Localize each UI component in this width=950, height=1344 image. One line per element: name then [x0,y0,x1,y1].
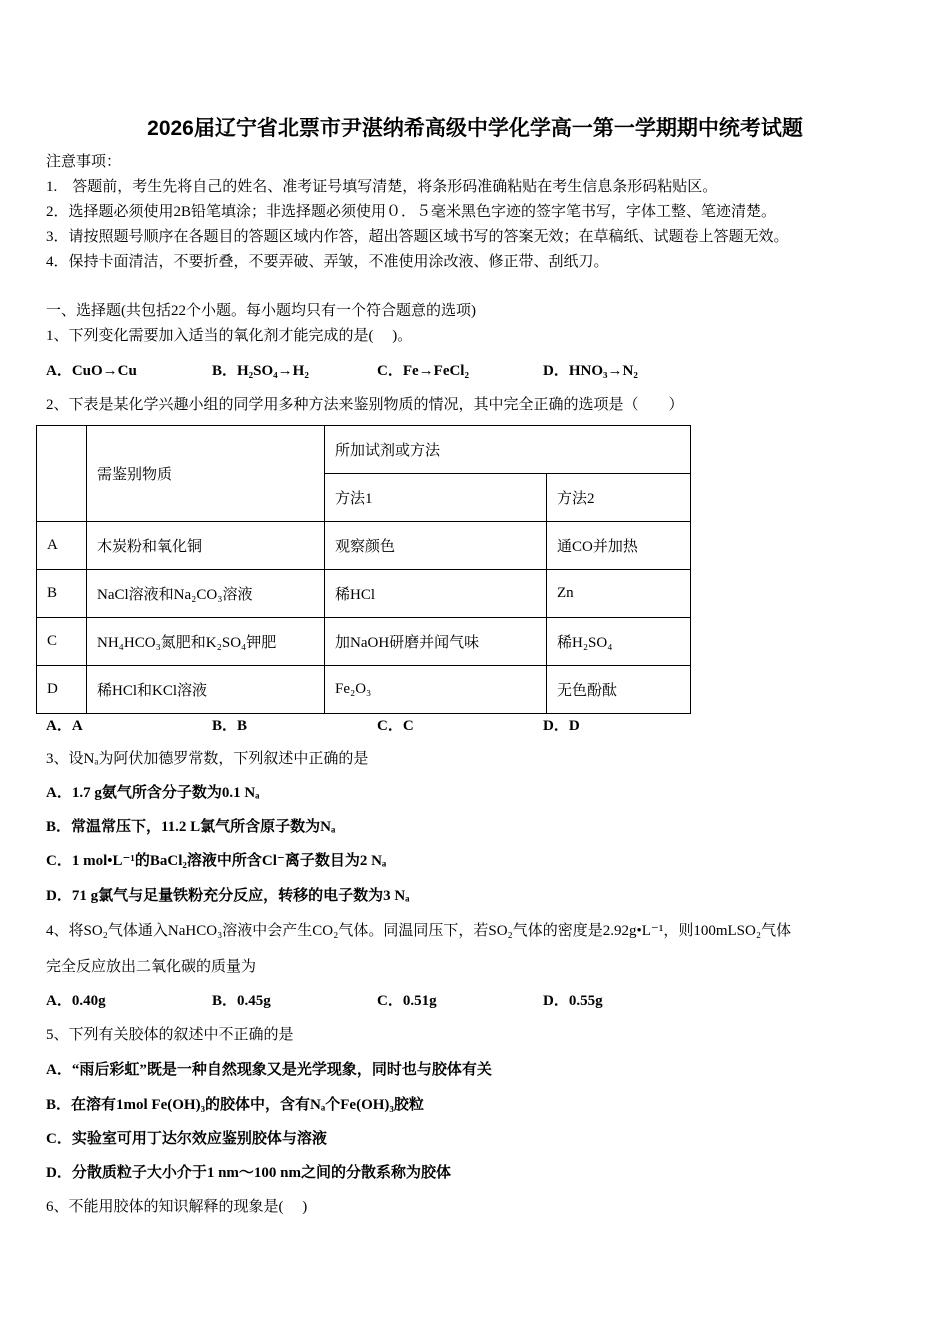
q4-option-b: B．0.45g [212,993,271,1009]
notice-item: 3．请按照题号顺序在各题目的答题区域内作答，超出答题区域书写的答案无效；在草稿纸、试题卷上答题无效。 [46,229,789,245]
q3-option-c: C．1 mol•L⁻¹的BaCl₂溶液中所含Cl⁻离子数目为2 Nₐ [46,853,387,869]
question-4: 4、将SO₂气体通入NaHCO₃溶液中会产生CO₂气体。同温同压下，若SO₂气体的密度是2.92g•L⁻¹，则100mLSO₂气体 [46,923,792,939]
table-cell: 稀H₂SO₄ [547,618,691,666]
table-cell: B [37,570,87,618]
notice-item: 2．选择题必须使用2B铅笔填涂；非选择题必须使用０．５毫米黑色字迹的签字笔书写，字体工整、笔迹清楚。 [46,204,777,220]
q1-option-d: D．HNO₃→N₂ [543,363,638,379]
notice-item: 4．保持卡面清洁，不要折叠，不要弄破、弄皱，不准使用涂改液、修正带、刮纸刀。 [46,254,609,270]
table-cell: 稀HCl和KCl溶液 [87,666,325,714]
table-row [37,666,691,714]
identification-table [36,425,691,714]
q1-option-a: A．CuO→Cu [46,363,137,379]
question-2: 2、下表是某化学兴趣小组的同学用多种方法来鉴别物质的情况，其中完全正确的选项是（ ） [46,397,684,413]
table-cell: NH₄HCO₃氮肥和K₂SO₄钾肥 [87,618,325,666]
q2-option-b: B．B [212,718,248,734]
table-cell: NaCl溶液和Na₂CO₃溶液 [87,570,325,618]
q5-option-d: D．分散质粒子大小介于1 nm～100 nm之间的分散系称为胶体 [46,1165,452,1181]
notice-heading: 注意事项： [46,154,122,170]
q2-option-a: A．A [46,718,83,734]
table-cell: 无色酚酞 [547,666,691,714]
table-cell: Fe₂O₃ [325,666,547,714]
q4-option-a: A．0.40g [46,993,106,1009]
table-header-method1: 方法1 [325,474,547,522]
q2-option-c: C．C [377,718,414,734]
table-header-substance: 需鉴别物质 [87,426,325,522]
q4-option-d: D．0.55g [543,993,603,1009]
table-row [37,618,691,666]
table-header-method2: 方法2 [547,474,691,522]
table-cell: D [37,666,87,714]
question-1: 1、下列变化需要加入适当的氧化剂才能完成的是( )。 [46,328,413,344]
table-cell: 通CO并加热 [547,522,691,570]
table-row [37,570,691,618]
table-cell: 木炭粉和氧化铜 [87,522,325,570]
q2-option-d: D．D [543,718,580,734]
q5-option-c: C．实验室可用丁达尔效应鉴别胶体与溶液 [46,1131,327,1147]
table-cell: Zn [547,570,691,618]
page-title: 2026届辽宁省北票市尹湛纳希高级中学化学高一第一学期期中统考试题 [147,117,803,140]
q3-option-b: B．常温常压下，11.2 L氯气所含原子数为Nₐ [46,819,336,835]
table-cell: C [37,618,87,666]
table-row [37,522,691,570]
question-5: 5、下列有关胶体的叙述中不正确的是 [46,1027,294,1043]
question-6: 6、不能用胶体的知识解释的现象是( ) [46,1199,308,1215]
table-header-methods: 所加试剂或方法 [325,426,691,474]
q3-option-d: D．71 g氯气与足量铁粉充分反应，转移的电子数为3 Nₐ [46,888,410,904]
table-cell: 加NaOH研磨并闻气味 [325,618,547,666]
question-3: 3、设Nₐ为阿伏加德罗常数，下列叙述中正确的是 [46,751,369,767]
q4-option-c: C．0.51g [377,993,437,1009]
table-cell: 稀HCl [325,570,547,618]
table-cell: A [37,522,87,570]
section-heading: 一、选择题(共包括22个小题。每小题均只有一个符合题意的选项) [46,303,476,319]
table-cell: 观察颜色 [325,522,547,570]
table-header-blank [37,426,87,522]
notice-item: 1. 答题前，考生先将自己的姓名、准考证号填写清楚，将条形码准确粘贴在考生信息条形码粘贴区。 [46,179,718,195]
q3-option-a: A．1.7 g氨气所含分子数为0.1 Nₐ [46,785,260,801]
q5-option-a: A．“雨后彩虹”既是一种自然现象又是光学现象，同时也与胶体有关 [46,1062,492,1078]
q5-option-b: B．在溶有1mol Fe(OH)₃的胶体中，含有Nₐ个Fe(OH)₃胶粒 [46,1097,424,1113]
q1-option-c: C．Fe→FeCl₂ [377,363,469,379]
question-4-cont: 完全反应放出二氧化碳的质量为 [46,959,257,975]
q1-option-b: B．H₂SO₄→H₂ [212,363,309,379]
